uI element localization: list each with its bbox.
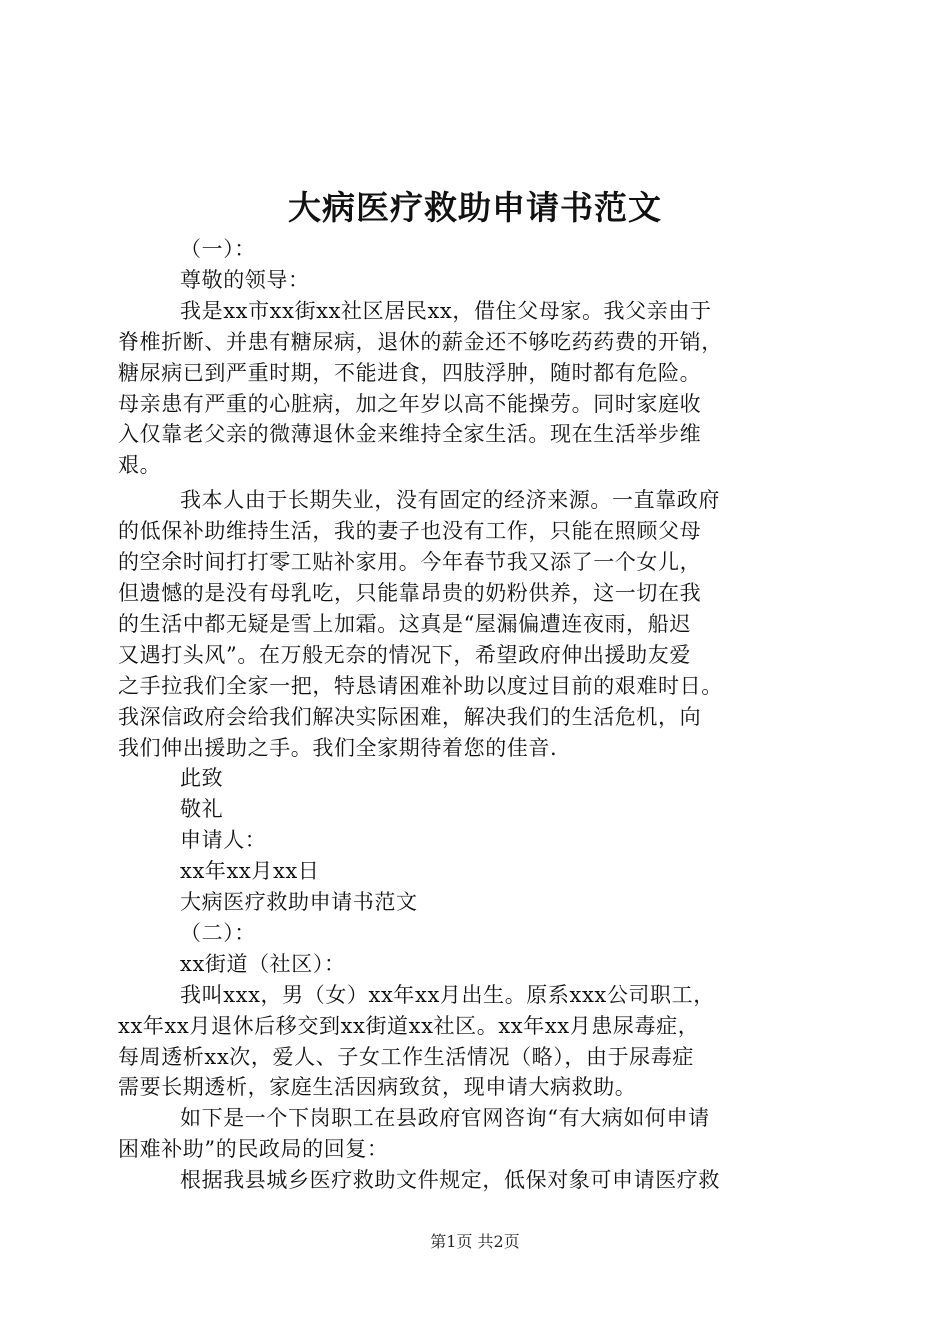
paragraph-line: 我本人由于长期失业，没有固定的经济来源。一直靠政府 — [180, 488, 720, 513]
page-footer: 第1页 共2页 — [430, 1232, 520, 1251]
date-line: xx年xx月xx日 — [180, 859, 320, 884]
repeated-title: 大病医疗救助申请书范文 — [180, 890, 418, 915]
paragraph-line: 困难补助”的民政局的回复： — [118, 1137, 389, 1162]
paragraph-line: xx年xx月退休后移交到xx街道xx社区。xx年xx月患尿毒症， — [118, 1013, 700, 1038]
section-label: （二）： — [180, 920, 256, 945]
applicant-label: 申请人： — [180, 828, 267, 853]
closing-line: 敬礼 — [180, 797, 224, 822]
paragraph-line: 糖尿病已到严重时期，不能进食，四肢浮肿，随时都有危险。 — [118, 360, 702, 385]
salutation: 尊敬的领导： — [180, 267, 310, 292]
closing-line: 此致 — [180, 766, 224, 791]
paragraph-line: 需要长期透析，家庭生活因病致贫，现申请大病救助。 — [118, 1075, 637, 1100]
paragraph-line: 的低保补助维持生活，我的妻子也没有工作，只能在照顾父母 — [118, 519, 702, 544]
paragraph-line: 根据我县城乡医疗救助文件规定，低保对象可申请医疗救 — [180, 1168, 720, 1193]
paragraph-line: 的生活中都无疑是雪上加霜。这真是“屋漏偏遭连夜雨，船迟 — [118, 611, 691, 636]
paragraph-line: 如下是一个下岗职工在县政府官网咨询“有大病如何申请 — [180, 1106, 710, 1131]
document-title: 大病医疗救助申请书范文 — [288, 188, 662, 227]
paragraph-line: 我叫xxx，男（女）xx年xx月出生。原系xxx公司职工， — [180, 982, 715, 1007]
document-body — [118, 234, 848, 1196]
paragraph-line: 脊椎折断、并患有糖尿病，退休的薪金还不够吃药药费的开销， — [118, 329, 723, 354]
addressee: xx街道（社区）： — [180, 951, 346, 976]
paragraph-line: 母亲患有严重的心脏病，加之年岁以高不能操劳。同时家庭收 — [118, 391, 702, 416]
paragraph-line: 又遇打头风”。在万般无奈的情况下，希望政府伸出援助友爱 — [118, 642, 691, 667]
paragraph-line: 我是xx市xx街xx社区居民xx，借住父母家。我父亲由于 — [180, 298, 712, 323]
section-label: （一）： — [180, 237, 256, 261]
paragraph-line: 入仅靠老父亲的微薄退休金来维持全家生活。现在生活举步维 — [118, 422, 702, 447]
paragraph-line: 的空余时间打打零工贴补家用。今年春节我又添了一个女儿， — [118, 550, 702, 575]
paragraph-line: 艰。 — [118, 453, 162, 478]
paragraph-line: 之手拉我们全家一把，特恳请困难补助以度过目前的艰难时日。 — [118, 673, 723, 698]
paragraph-line: 每周透析xx次，爱人、子女工作生活情况（略），由于尿毒症 — [118, 1044, 694, 1069]
paragraph-line: 但遗憾的是没有母乳吃，只能靠昂贵的奶粉供养，这一切在我 — [118, 580, 702, 605]
paragraph-line: 我深信政府会给我们解决实际困难，解决我们的生活危机，向 — [118, 704, 702, 729]
paragraph-line: 我们伸出援助之手。我们全家期待着您的佳音. — [118, 735, 558, 760]
